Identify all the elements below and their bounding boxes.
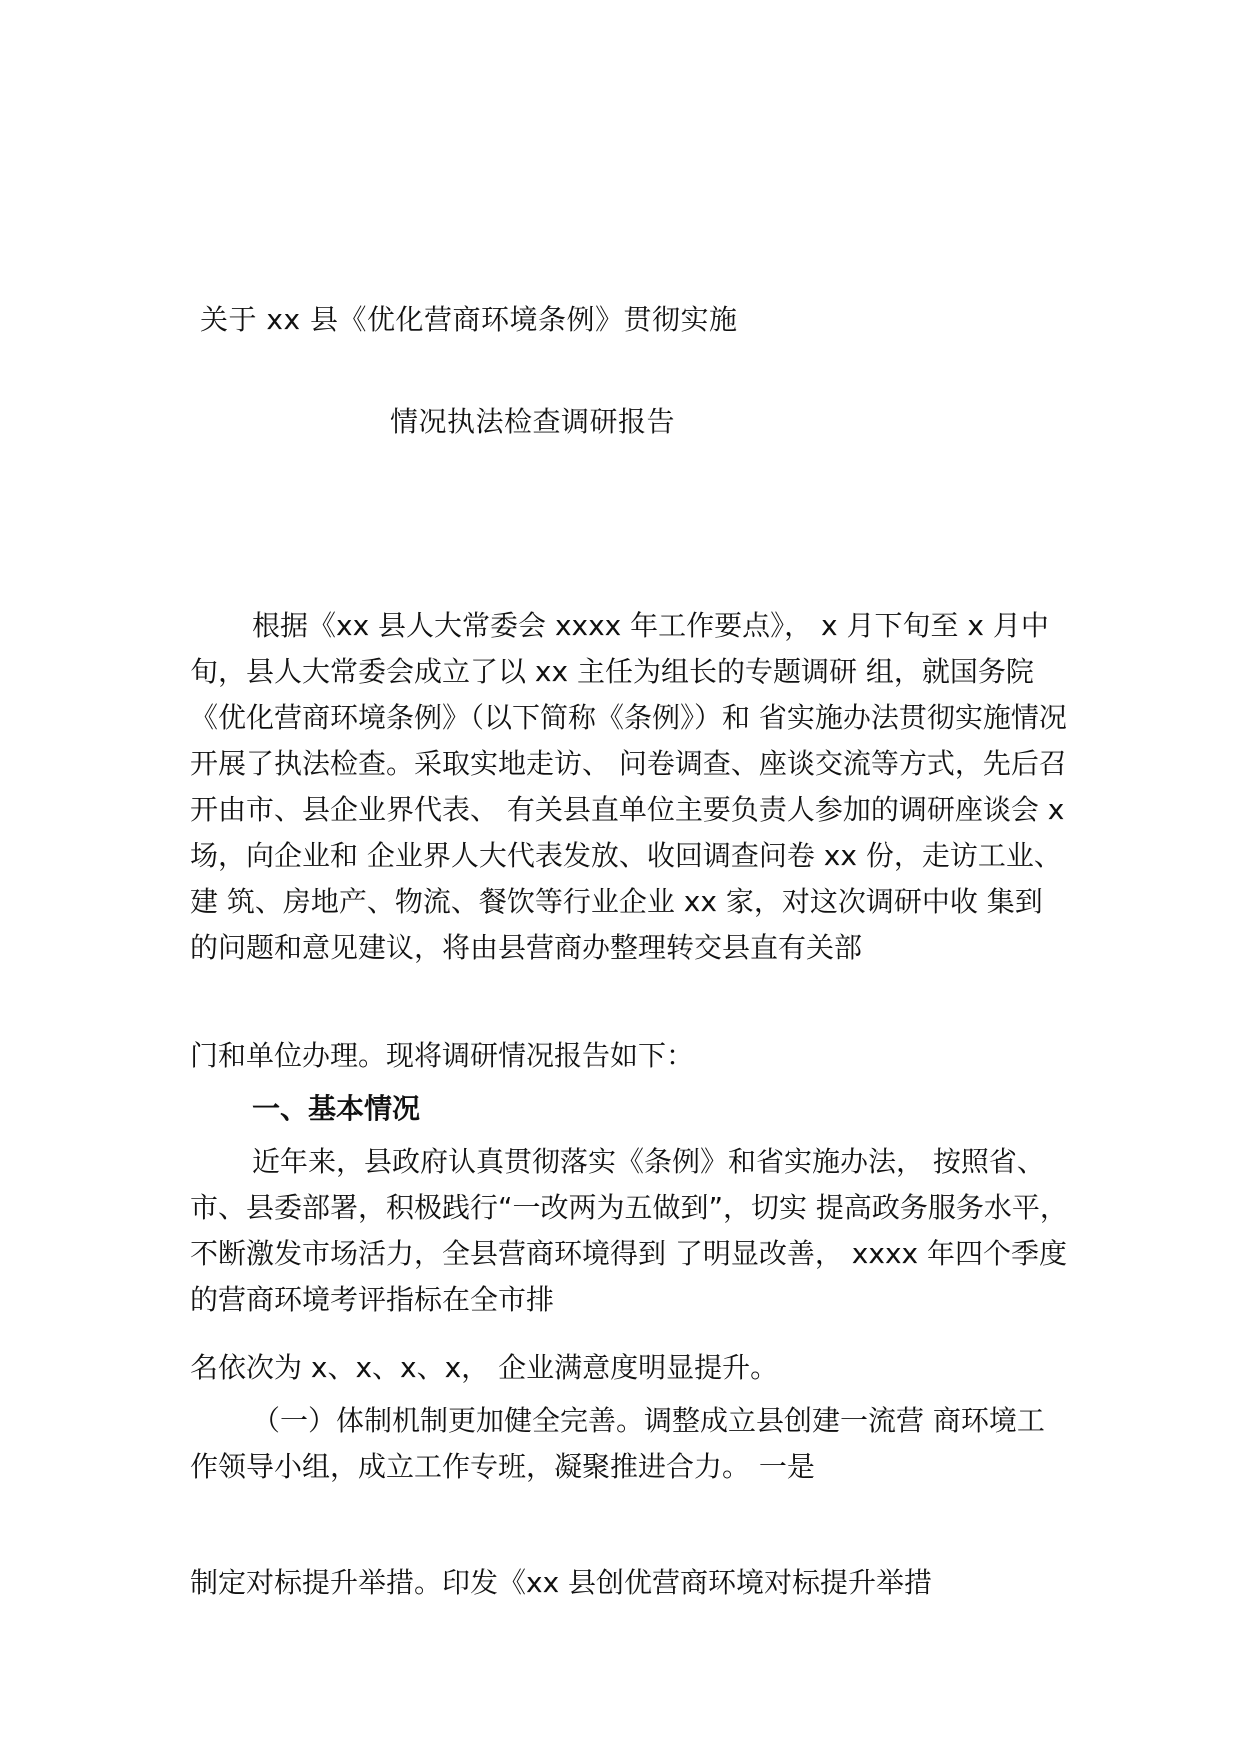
intro-paragraph [190,603,1070,971]
mechanism-paragraph [190,1398,1070,1490]
mechanism-paragraph-text: （一）体制机制更加健全完善。调整成立县创建一流营 商环境工作领导小组，成立工作专班，凝聚推进合力。 一是 [190,1404,1045,1483]
report-title-line-2: 情况执法检查调研报告 [390,405,676,438]
basic-situation-continuation: 名依次为 x、x、x、x， 企业满意度明显提升。 [190,1351,779,1384]
intro-paragraph-text: 根据《xx 县人大常委会 xxxx 年工作要点》， x 月下旬至 x 月中旬，县人大常委会成立了以 xx 主任为组长的专题调研 组，就国务院《优化营商环境条例》（以下简称《条例》）和 省实施办法贯彻实施情况开展了执法检查。采取实地走访、 问卷调查、座谈交流等方式，先后召开由市、县企业界代表、 有关县直单位主要负责人参加的调研座谈会 x 场，向企业和 企业界人大代表发放、收回调查问卷 xx 份，走访工业、建 筑、房地产、物流、餐饮等行业企业 xx 家，对这次调研中收 集到的问题和意见建议，将由县营商办整理转交县直有关部 [190,609,1067,964]
report-title-line-1: 关于 xx 县《优化营商环境条例》贯彻实施 [200,303,738,336]
basic-situation-paragraph [190,1139,1070,1323]
section-heading-basic-situation: 一、基本情况 [252,1092,421,1125]
mechanism-continuation: 制定对标提升举措。印发《xx 县创优营商环境对标提升举措 [190,1566,933,1599]
intro-paragraph-continuation: 门和单位办理。现将调研情况报告如下： [190,1039,695,1072]
basic-situation-paragraph-text: 近年来，县政府认真贯彻落实《条例》和省实施办法， 按照省、市、县委部署，积极践行“一改两为五做到”，切实 提高政务服务水平，不断激发市场活力，全县营商环境得到 了明显改善， xxxx 年四个季度的营商环境考评指标在全市排 [190,1145,1068,1316]
